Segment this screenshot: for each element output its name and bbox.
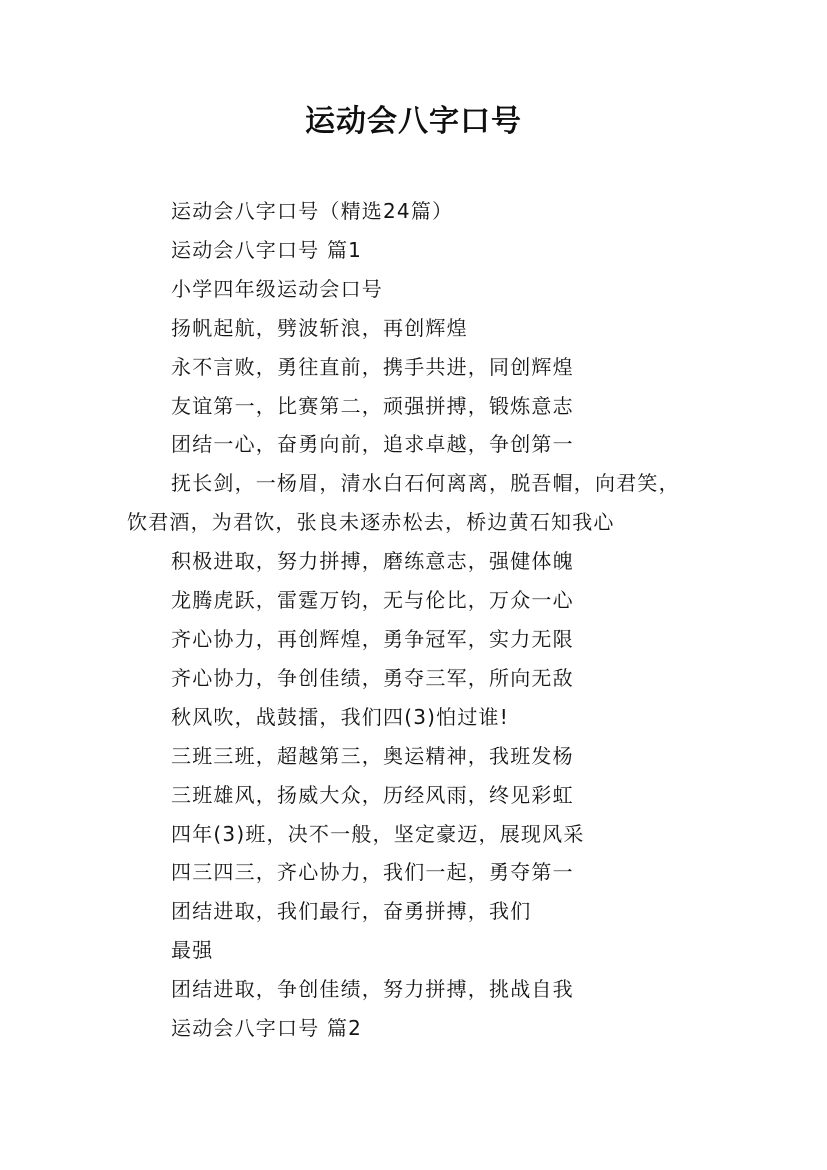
paragraph: 四三四三，齐心协力，我们一起，勇夺第一 [171,860,574,885]
paragraph: 齐心协力，再创辉煌，勇争冠军，实力无限 [171,626,574,651]
paragraph: 运动会八字口号（精选24篇） [171,199,454,223]
document-title: 运动会八字口号 [305,104,522,139]
paragraph-continuation: 饮君酒，为君饮，张良未逐赤松去，桥边黄石知我心 [127,510,615,535]
paragraph: 四年(3)班，决不一般，坚定豪迈，展现风采 [171,821,585,846]
paragraph: 积极进取，努力拼搏，磨练意志，强健体魄 [171,549,574,574]
paragraph: 最强 [171,938,214,963]
paragraph: 秋风吹，战鼓擂，我们四(3)怕过谁! [171,704,509,729]
paragraph: 运动会八字口号 篇2 [171,1016,363,1041]
paragraph: 抚长剑，一杨眉，清水白石何离离，脱吾帽，向君笑， [171,471,680,496]
paragraph: 永不言败，勇往直前，携手共进，同创辉煌 [171,354,574,379]
paragraph: 扬帆起航，劈波斩浪，再创辉煌 [171,315,468,340]
paragraph: 运动会八字口号 篇1 [171,237,363,262]
paragraph: 友谊第一，比赛第二，顽强拼搏，锻炼意志 [171,393,574,418]
paragraph: 三班雄风，扬威大众，历经风雨，终见彩虹 [171,782,574,807]
paragraph: 团结一心，奋勇向前，追求卓越，争创第一 [171,432,574,457]
paragraph: 三班三班，超越第三，奥运精神，我班发杨 [171,743,574,768]
document-body [127,192,727,1048]
paragraph: 团结进取，争创佳绩，努力拼搏，挑战自我 [171,977,574,1002]
paragraph: 团结进取，我们最行，奋勇拼搏，我们 [171,899,532,924]
paragraph: 齐心协力，争创佳绩，勇夺三军，所向无敌 [171,665,574,690]
paragraph: 小学四年级运动会口号 [171,276,383,301]
paragraph: 龙腾虎跃，雷霆万钧，无与伦比，万众一心 [171,588,574,613]
